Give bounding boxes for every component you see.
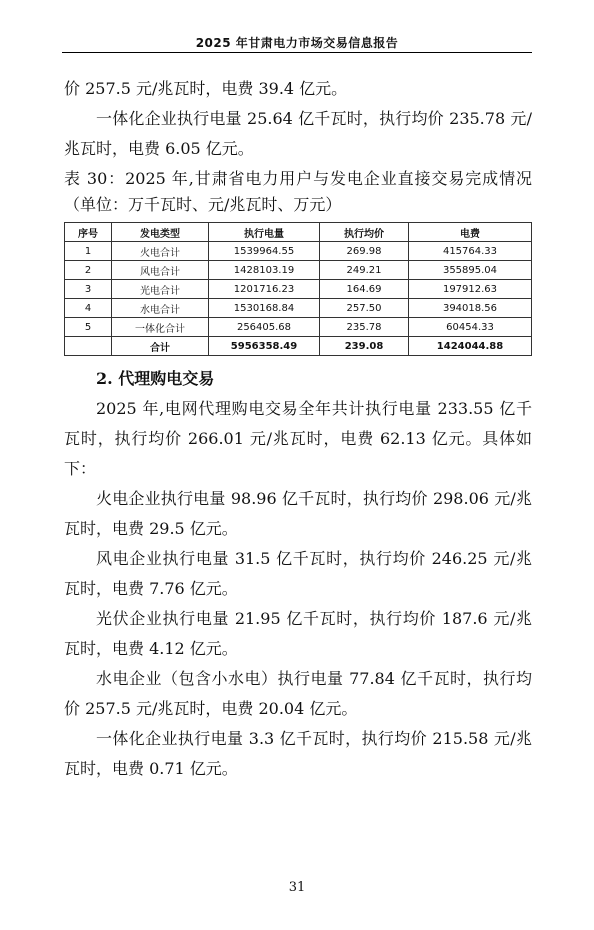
header-title: 2025 年甘肃电力市场交易信息报告 bbox=[195, 36, 399, 50]
cell-energy: 1539964.55 bbox=[209, 242, 320, 261]
cell-total-energy: 5956358.49 bbox=[209, 337, 320, 356]
page-number: 31 bbox=[288, 880, 306, 895]
section-title: 2. 代理购电交易 bbox=[96, 369, 215, 388]
cell-fee: 415764.33 bbox=[409, 242, 532, 261]
cell-type: 一体化合计 bbox=[112, 318, 209, 337]
cell-energy: 256405.68 bbox=[209, 318, 320, 337]
cell-total-label: 合计 bbox=[112, 337, 209, 356]
page-header bbox=[0, 0, 594, 52]
cell-total-fee: 1424044.88 bbox=[409, 337, 532, 356]
col-header-type: 发电类型 bbox=[112, 223, 209, 242]
cell-fee: 394018.56 bbox=[409, 299, 532, 318]
header-rule bbox=[62, 52, 532, 53]
cell-index: 4 bbox=[65, 299, 112, 318]
cell-type: 火电合计 bbox=[112, 242, 209, 261]
cell-price: 249.21 bbox=[320, 261, 409, 280]
table-total-row bbox=[65, 337, 532, 356]
col-header-fee: 电费 bbox=[409, 223, 532, 242]
table-header-row bbox=[65, 223, 532, 242]
cell-total-price: 239.08 bbox=[320, 337, 409, 356]
cell-index: 3 bbox=[65, 280, 112, 299]
direct-trade-table bbox=[64, 222, 532, 356]
cell-index bbox=[65, 337, 112, 356]
cell-price: 269.98 bbox=[320, 242, 409, 261]
paragraph-integrated: 一体化企业执行电量 25.64 亿千瓦时，执行均价 235.78 元/兆瓦时，电费 6.05 亿元。 bbox=[64, 109, 532, 158]
cell-fee: 355895.04 bbox=[409, 261, 532, 280]
paragraph-continued: 价 257.5 元/兆瓦时，电费 39.4 亿元。 bbox=[64, 79, 348, 98]
paragraph-wind: 风电企业执行电量 31.5 亿千瓦时，执行均价 246.25 元/兆瓦时，电费 7.76 亿元。 bbox=[64, 549, 532, 598]
table-row bbox=[65, 261, 532, 280]
table-row bbox=[65, 280, 532, 299]
cell-price: 257.50 bbox=[320, 299, 409, 318]
table-row bbox=[65, 299, 532, 318]
col-header-price: 执行均价 bbox=[320, 223, 409, 242]
table-row bbox=[65, 318, 532, 337]
paragraph-agency-summary: 2025 年,电网代理购电交易全年共计执行电量 233.55 亿千瓦时，执行均价 266.01 元/兆瓦时，电费 62.13 亿元。具体如下： bbox=[64, 399, 532, 478]
cell-fee: 197912.63 bbox=[409, 280, 532, 299]
cell-energy: 1530168.84 bbox=[209, 299, 320, 318]
paragraph-hydro: 水电企业（包含小水电）执行电量 77.84 亿千瓦时，执行均价 257.5 元/兆瓦时，电费 20.04 亿元。 bbox=[64, 669, 532, 718]
paragraph-integrated-agency: 一体化企业执行电量 3.3 亿千瓦时，执行均价 215.58 元/兆瓦时，电费 0.71 亿元。 bbox=[64, 729, 532, 778]
cell-price: 164.69 bbox=[320, 280, 409, 299]
cell-index: 5 bbox=[65, 318, 112, 337]
col-header-energy: 执行电量 bbox=[209, 223, 320, 242]
cell-price: 235.78 bbox=[320, 318, 409, 337]
paragraph-thermal: 火电企业执行电量 98.96 亿千瓦时，执行均价 298.06 元/兆瓦时，电费 29.5 亿元。 bbox=[64, 489, 532, 538]
cell-energy: 1428103.19 bbox=[209, 261, 320, 280]
col-header-index: 序号 bbox=[65, 223, 112, 242]
paragraph-solar: 光伏企业执行电量 21.95 亿千瓦时，执行均价 187.6 元/兆瓦时，电费 4.12 亿元。 bbox=[64, 609, 532, 658]
cell-index: 1 bbox=[65, 242, 112, 261]
cell-type: 风电合计 bbox=[112, 261, 209, 280]
cell-fee: 60454.33 bbox=[409, 318, 532, 337]
cell-type: 水电合计 bbox=[112, 299, 209, 318]
table-caption: 表 30：2025 年,甘肃省电力用户与发电企业直接交易完成情况（单位：万千瓦时、元/兆瓦时、万元） bbox=[64, 169, 532, 214]
cell-energy: 1201716.23 bbox=[209, 280, 320, 299]
cell-type: 光电合计 bbox=[112, 280, 209, 299]
table-row bbox=[65, 242, 532, 261]
page-content bbox=[64, 74, 532, 784]
cell-index: 2 bbox=[65, 261, 112, 280]
